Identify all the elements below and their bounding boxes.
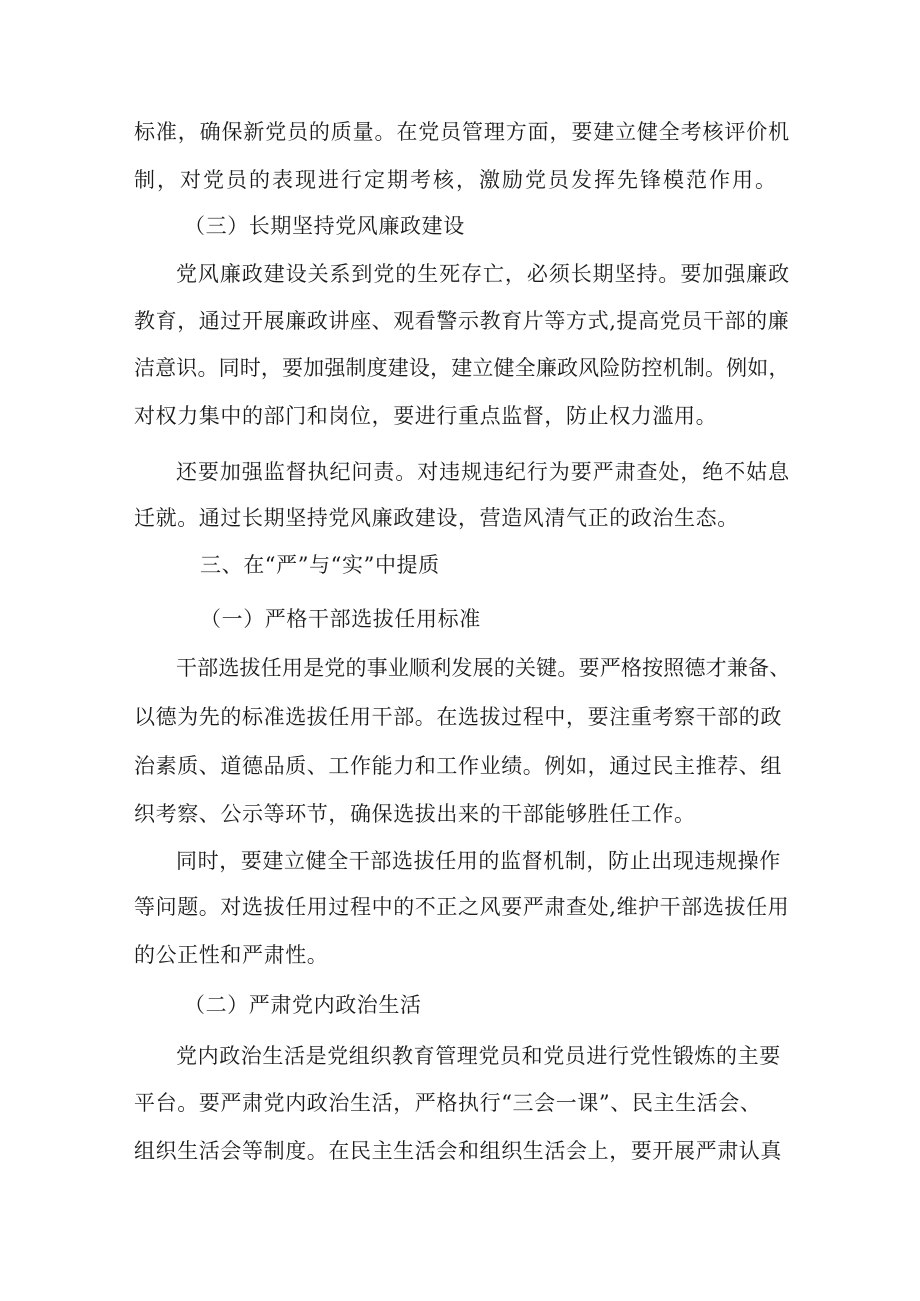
body-text-line: 党风廉政建设关系到党的生死存亡，必须长期坚持。要加强廉政 xyxy=(176,262,790,286)
body-text-line: 组织生活会等制度。在民主生活会和组织生活会上，要开展严肃认真 xyxy=(134,1139,782,1163)
body-text-line: 还要加强监督执纪问责。对违规违纪行为要严肃查处，绝不姑息 xyxy=(176,460,790,484)
subsection-heading: （二）严肃党内政治生活 xyxy=(184,993,422,1017)
body-text-line: 织考察、公示等环节，确保选拔出来的干部能够胜任工作。 xyxy=(134,802,696,826)
body-text-line: 治素质、道德品质、工作能力和工作业绩。例如，通过民主推荐、组 xyxy=(134,754,782,778)
body-text-line: 的公正性和严肃性。 xyxy=(134,943,329,967)
body-text-line: 等问题。对选拔任用过程中的不正之风要严肃查处,维护干部选拔任用 xyxy=(134,895,790,919)
section-heading: 三、在“严”与“实”中提质 xyxy=(200,553,440,577)
body-text-line: 平台。要严肃党内政治生活，严格执行“三会一课”、民主生活会、 xyxy=(134,1091,762,1115)
body-text-line: 迁就。通过长期坚持党风廉政建设，营造风清气正的政治生态。 xyxy=(134,506,739,530)
subsection-heading: （三）长期坚持党风廉政建设 xyxy=(184,214,465,238)
body-text-line: 教育，通过开展廉政讲座、观看警示教育片等方式,提高党员干部的廉 xyxy=(134,309,790,333)
subsection-heading: （一）严格干部选拔任用标准 xyxy=(200,607,481,631)
body-text-line: 同时，要建立健全干部选拔任用的监督机制，防止出现违规操作 xyxy=(176,849,781,873)
body-text-line: 以德为先的标准选拔任用干部。在选拔过程中，要注重考察干部的政 xyxy=(134,705,782,729)
body-text-line: 标准，确保新党员的质量。在党员管理方面，要建立健全考核评价机 xyxy=(134,120,790,144)
body-text-line: 对权力集中的部门和岗位，要进行重点监督，防止权力滥用。 xyxy=(134,404,718,428)
body-text-line: 洁意识。同时，要加强制度建设，建立健全廉政风险防控机制。例如， xyxy=(134,356,790,380)
body-text-line: 制，对党员的表现进行定期考核，激励党员发挥先锋模范作用。 xyxy=(134,168,778,192)
body-text-line: 干部选拔任用是党的事业顺利发展的关键。要严格按照德才兼备、 xyxy=(176,656,791,680)
body-text-line: 党内政治生活是党组织教育管理党员和党员进行党性锻炼的主要 xyxy=(176,1044,781,1068)
